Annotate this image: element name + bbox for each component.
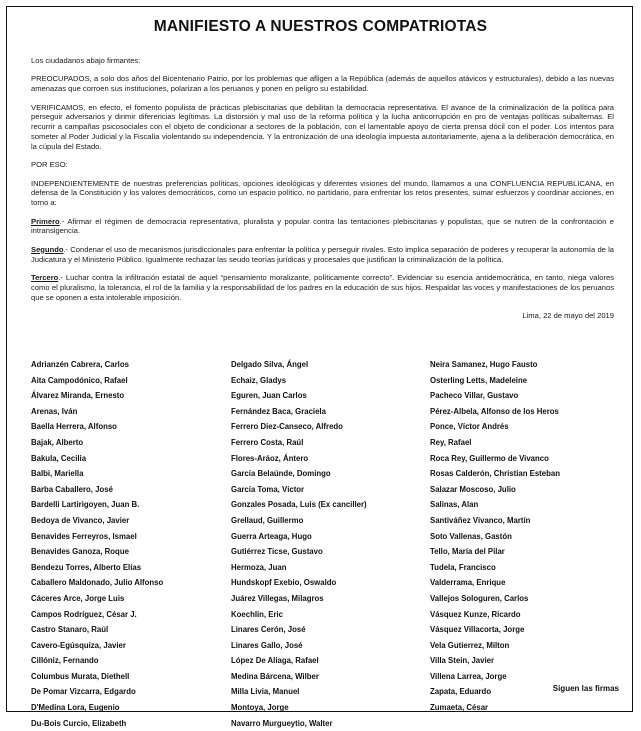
signatory-name: Ferrero Costa, Raúl bbox=[231, 437, 304, 447]
signatory-name: Álvarez Miranda, Ernesto bbox=[31, 391, 125, 401]
signatory-name: Osterling Letts, Madeleine bbox=[430, 375, 528, 385]
signatory-name: Milla Livia, Manuel bbox=[231, 687, 300, 697]
point-first bbox=[31, 217, 614, 237]
signatory-name: Delgado Silva, Ángel bbox=[231, 360, 309, 369]
page-title: MANIFIESTO A NUESTROS COMPATRIOTAS bbox=[153, 18, 488, 35]
signatory-name: Balbi, Mariella bbox=[31, 469, 84, 479]
signatory-name: Medina Bárcena, Wilber bbox=[231, 671, 319, 681]
signatory-name: Valderrama, Enrique bbox=[430, 578, 506, 588]
signatory-name: Villena Larrea, Jorge bbox=[430, 671, 507, 681]
signatory-name: Castro Stanaro, Raúl bbox=[31, 625, 109, 635]
signatory-name: Cillóniz, Fernando bbox=[31, 656, 99, 666]
signatory-name: Cavero-Egúsquiza, Javier bbox=[31, 640, 126, 650]
intro-paragraph: Los ciudadanos abajo firmantes: bbox=[31, 56, 141, 65]
signatory-name: López De Aliaga, Rafael bbox=[231, 656, 319, 666]
signatories-column-1 bbox=[31, 357, 231, 731]
signatory-name: Rey, Rafael bbox=[430, 437, 472, 447]
signatory-name: Tudela, Francisco bbox=[430, 562, 496, 572]
signatory-name: Salazar Moscoso, Julio bbox=[430, 484, 516, 494]
signatory-name: Vásquez Kunze, Ricardo bbox=[430, 609, 521, 619]
signatories-column-2 bbox=[231, 357, 431, 731]
signatory-name: Vásquez Villacorta, Jorge bbox=[430, 625, 525, 635]
point-third bbox=[31, 273, 614, 302]
signatory-name: García Belaúnde, Domingo bbox=[231, 469, 331, 479]
signatory-name: Bardelli Lartirigoyen, Juan B. bbox=[31, 500, 140, 510]
signatory-name: Tello, María del Pilar bbox=[430, 547, 505, 557]
signatory-name: Pérez-Albela, Alfonso de los Heros bbox=[430, 406, 559, 416]
signatory-name: Eguren, Juan Carlos bbox=[231, 391, 307, 401]
signatory-name: Echaiz, Gladys bbox=[231, 375, 287, 385]
signatory-name: Caballero Maldonado, Julio Alfonso bbox=[31, 578, 164, 588]
point-third-text: .- Luchar contra la infiltración estatal de aquel “pensamiento moralizante, políticamente correcto”. Evidenciar su esencia antidemocrática, en tanto, niega valores como el pluralismo, la tolerancia, el rol de la familia y la responsabilidad de los padres en la educación de sus hijos. Respaldar las voces y manifestaciones de los peruanos que se oponen a esta intolerable imposición. bbox=[31, 272, 614, 302]
signatory-name: Bendezu Torres, Alberto Elías bbox=[31, 562, 142, 572]
point-third-lead: Tercero bbox=[31, 272, 59, 282]
signatory-name: Ferrero Diez-Canseco, Alfredo bbox=[231, 422, 343, 432]
point-first-text: .- Afirmar el régimen de democracia representativa, pluralista y popular contra las tentaciones plebiscitarias y populistas, que se nutren de la confrontación e intransigencia. bbox=[31, 216, 614, 236]
point-second-text: .- Condenar el uso de mecanismos jurisdiccionales para enfrentar la política y perseguir rivales. Esto implica separación de poderes y recuperar la autonomía de la Judicatura y el Ministerio Público. Igualmente rechazar las seudo teorías jurídicas y procesales que justifican la criminalización de la política. bbox=[31, 244, 614, 264]
manifesto-body bbox=[31, 56, 614, 329]
signatory-name: Salinas, Alan bbox=[430, 500, 479, 510]
signatory-name: Benavides Ferreyros, Ismael bbox=[31, 531, 137, 541]
preocupados-paragraph: PREOCUPADOS, a solo dos años del Bicentenario Patrio, por los problemas que afligen a la República (además de aquellos atávicos y estructurales), debido a las nuevas amenazas que corroen sus instituciones, polarizan a los peruanos y ponen en peligro su estabilidad. bbox=[31, 74, 614, 94]
point-second bbox=[31, 245, 614, 265]
signatory-name: Adrianzén Cabrera, Carlos bbox=[31, 360, 129, 369]
signatory-name: Zapata, Eduardo bbox=[430, 687, 492, 697]
signatory-name: Cáceres Arce, Jorge Luis bbox=[31, 593, 125, 603]
signatory-name: Koechlin, Eric bbox=[231, 609, 283, 619]
signatory-name: García Toma, Víctor bbox=[231, 484, 305, 494]
signatory-name: Bedoya de Vivanco, Javier bbox=[31, 515, 130, 525]
signatory-name: Gutiérrez Ticse, Gustavo bbox=[231, 547, 323, 557]
signatory-name: Baella Herrera, Alfonso bbox=[31, 422, 117, 432]
signatory-name: Vela Gutierrez, Milton bbox=[430, 640, 510, 650]
signatory-name: Vallejos Sologuren, Carlos bbox=[430, 593, 529, 603]
signatory-name: Linares Gallo, José bbox=[231, 640, 303, 650]
signatories-column-3 bbox=[430, 357, 630, 716]
signatory-name: Santiváñez Vivanco, Martín bbox=[430, 515, 531, 525]
signatory-name: Gonzales Posada, Luis (Ex canciller) bbox=[231, 500, 367, 510]
verificamos-paragraph: VERIFICAMOS, en efecto, el fomento populista de prácticas plebiscitarias que debilitan la democracia representativa. El avance de la criminalización de la política para perseguir adversarios y dirimir diferencias legítimas. La distorsión y mal uso de la reforma política y la lucha anticorrupción en pro de ventajas políticas subalternas. El recurrir a campañas psicosociales con el objeto de condicionar a sectores de la población, con el lamentable apoyo de cierta prensa dócil con el poder. Los intentos para someter al Poder Judicial y la Fiscalía violentando su independencia. Y la entronización de una ideología impuesta autoritariamente, ajena a la deliberación democrática, en la cúpula del Estado. bbox=[31, 102, 614, 151]
signatory-name: Ponce, Víctor Andrés bbox=[430, 422, 509, 432]
por-eso-paragraph: POR ESO: bbox=[31, 160, 68, 170]
signatory-name: Arenas, Iván bbox=[31, 406, 78, 416]
signatory-name: Barba Caballero, José bbox=[31, 484, 113, 494]
signatory-name: Campos Rodríguez, César J. bbox=[31, 609, 137, 619]
independientemente-paragraph: INDEPENDIENTEMENTE de nuestras preferencias políticas, opciones ideológicas y diferentes visiones del mundo, llamamos a una CONFLUENCIA REPUBLICANA, en defensa de la Constitución y los valores democráticos, como un espacio político, no partidario, para enfrentar los retos presentes, sumar esfuerzos y coordinar acciones, en torno a: bbox=[31, 178, 614, 208]
signatory-name: Zumaeta, César bbox=[430, 703, 489, 713]
signatory-name: Villa Stein, Javier bbox=[430, 656, 495, 666]
signatory-name: Juárez Villegas, Milagros bbox=[231, 593, 324, 603]
signatory-name: Flores-Aráoz, Ántero bbox=[231, 453, 309, 463]
signatory-name: Grellaud, Guillermo bbox=[231, 515, 304, 525]
signatory-name: Hermoza, Juan bbox=[231, 562, 287, 572]
signatory-name: Columbus Murata, Diethell bbox=[31, 671, 130, 681]
signatory-name: Pacheco Villar, Gustavo bbox=[430, 391, 519, 401]
continued-signatures-note: Siguen las firmas bbox=[552, 684, 619, 693]
signatory-name: Du-Bois Curcio, Elizabeth bbox=[31, 718, 127, 728]
signatory-name: Rosas Calderón, Christian Esteban bbox=[430, 469, 560, 479]
signatory-name: Linares Cerón, José bbox=[231, 625, 306, 635]
signatory-name: Roca Rey, Guillermo de Vivanco bbox=[430, 453, 549, 463]
signatory-name: Benavides Ganoza, Roque bbox=[31, 547, 129, 557]
signatory-name: Bajak, Alberto bbox=[31, 437, 84, 447]
point-second-lead: Segundo bbox=[31, 244, 64, 254]
point-first-lead: Primero bbox=[31, 216, 60, 226]
signatory-name: Neira Samanez, Hugo Fausto bbox=[430, 360, 538, 369]
signatory-name: D'Medina Lora, Eugenio bbox=[31, 703, 120, 713]
signatory-name: Guerra Arteaga, Hugo bbox=[231, 531, 312, 541]
signatory-name: Hundskopf Exebio, Oswaldo bbox=[231, 578, 337, 588]
signatory-name: De Pomar Vizcarra, Edgardo bbox=[31, 687, 136, 697]
signatory-name: Soto Vallenas, Gastón bbox=[430, 531, 512, 541]
signatory-name: Navarro Murgueytio, Walter bbox=[231, 718, 333, 728]
signatory-name: Aita Campodónico, Rafael bbox=[31, 375, 128, 385]
signatory-name: Bakula, Cecilia bbox=[31, 453, 87, 463]
signatory-name: Montoya, Jorge bbox=[231, 703, 289, 713]
signatory-name: Fernández Baca, Graciela bbox=[231, 406, 326, 416]
place-date: Lima, 22 de mayo del 2019 bbox=[522, 310, 614, 320]
